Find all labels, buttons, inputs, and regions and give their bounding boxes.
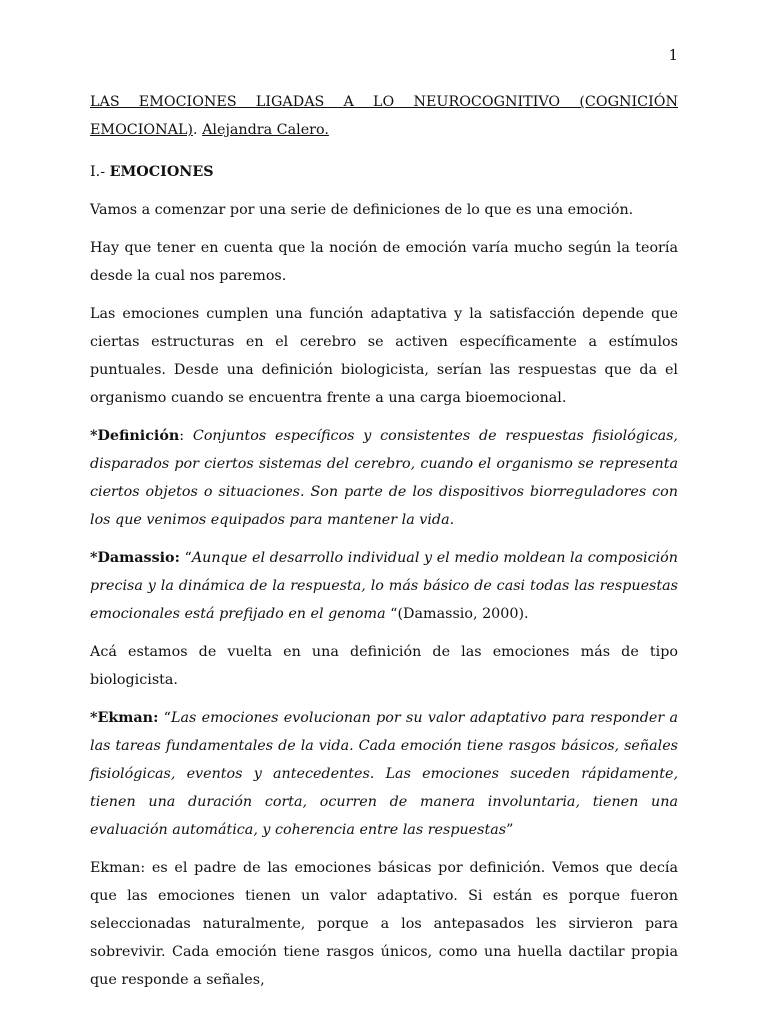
document-body	[90, 88, 678, 1004]
definition-quote	[90, 422, 678, 534]
paragraph-ekman: Ekman: es el padre de las emociones básicas por definición. Vemos que decía que las emociones tienen un valor adaptativo. Si están es porque fueron seleccionadas naturalmente, porque a los antepasados les sirvieron para sobrevivir. Cada emoción tiene rasgos únicos, como una huella dactilar propia que responde a señales,	[90, 860, 678, 988]
page-number: 1	[668, 46, 678, 64]
paragraph-intro: Vamos a comenzar por una serie de definiciones de lo que es una emoción.	[90, 202, 634, 218]
title-separator: .	[193, 122, 198, 138]
document-title	[90, 88, 678, 144]
ekman-close-quote: ”	[506, 822, 514, 838]
section-number: I.-	[90, 164, 106, 180]
definition-separator: :	[179, 428, 193, 444]
damassio-quote	[90, 544, 678, 628]
title-line-2	[90, 122, 329, 138]
author-name: Alejandra Calero.	[202, 122, 329, 138]
definition-label: *Definición	[90, 428, 180, 444]
paragraph-adaptive: Las emociones cumplen una función adaptativa y la satisfacción depende que ciertas estructuras en el cerebro se activen específicamente a estímulos puntuales. Desde una definición biologicista, serían las respuestas que da el organismo cuando se encuentra frente a una carga bioemocional.	[90, 306, 678, 406]
damassio-text: Aunque el desarrollo individual y el medio moldean la composición precisa y la dinámica de la respuesta, lo más básico de casi todas las respuestas emocionales está prefijado en el genoma	[90, 550, 678, 622]
title-emocional: EMOCIONAL)	[90, 122, 194, 138]
damassio-citation: “(Damassio, 2000).	[385, 606, 529, 622]
ekman-label: *Ekman:	[90, 710, 159, 726]
damassio-open-quote: “	[179, 550, 192, 566]
ekman-open-quote: “	[158, 710, 171, 726]
paragraph-biologicist: Acá estamos de vuelta en una definición de las emociones más de tipo biologicista.	[90, 644, 678, 688]
definition-text: Conjuntos específicos y consistentes de respuestas fisiológicas, disparados por ciertos sistemas del cerebro, cuando el organismo se representa ciertos objetos o situaciones. Son parte de los dispositivos biorreguladores con los que venimos equipados para mantener la vida.	[90, 428, 678, 528]
ekman-quote	[90, 704, 678, 844]
paragraph-notion: Hay que tener en cuenta que la noción de emoción varía mucho según la teoría desde la cual nos paremos.	[90, 240, 678, 284]
ekman-text: Las emociones evolucionan por su valor adaptativo para responder a las tareas fundamentales de la vida. Cada emoción tiene rasgos básicos, señales fisiológicas, eventos y antecedentes. Las emociones suceden rápidamente, tienen una duración corta, ocurren de manera involuntaria, tienen una evaluación automática, y coherencia entre las respuestas	[90, 710, 678, 838]
section-heading	[90, 158, 678, 186]
damassio-label: *Damassio:	[90, 550, 180, 566]
section-title: EMOCIONES	[109, 164, 214, 180]
title-line-1: LAS EMOCIONES LIGADAS A LO NEUROCOGNITIVO (COGNICIÓN	[90, 94, 678, 110]
